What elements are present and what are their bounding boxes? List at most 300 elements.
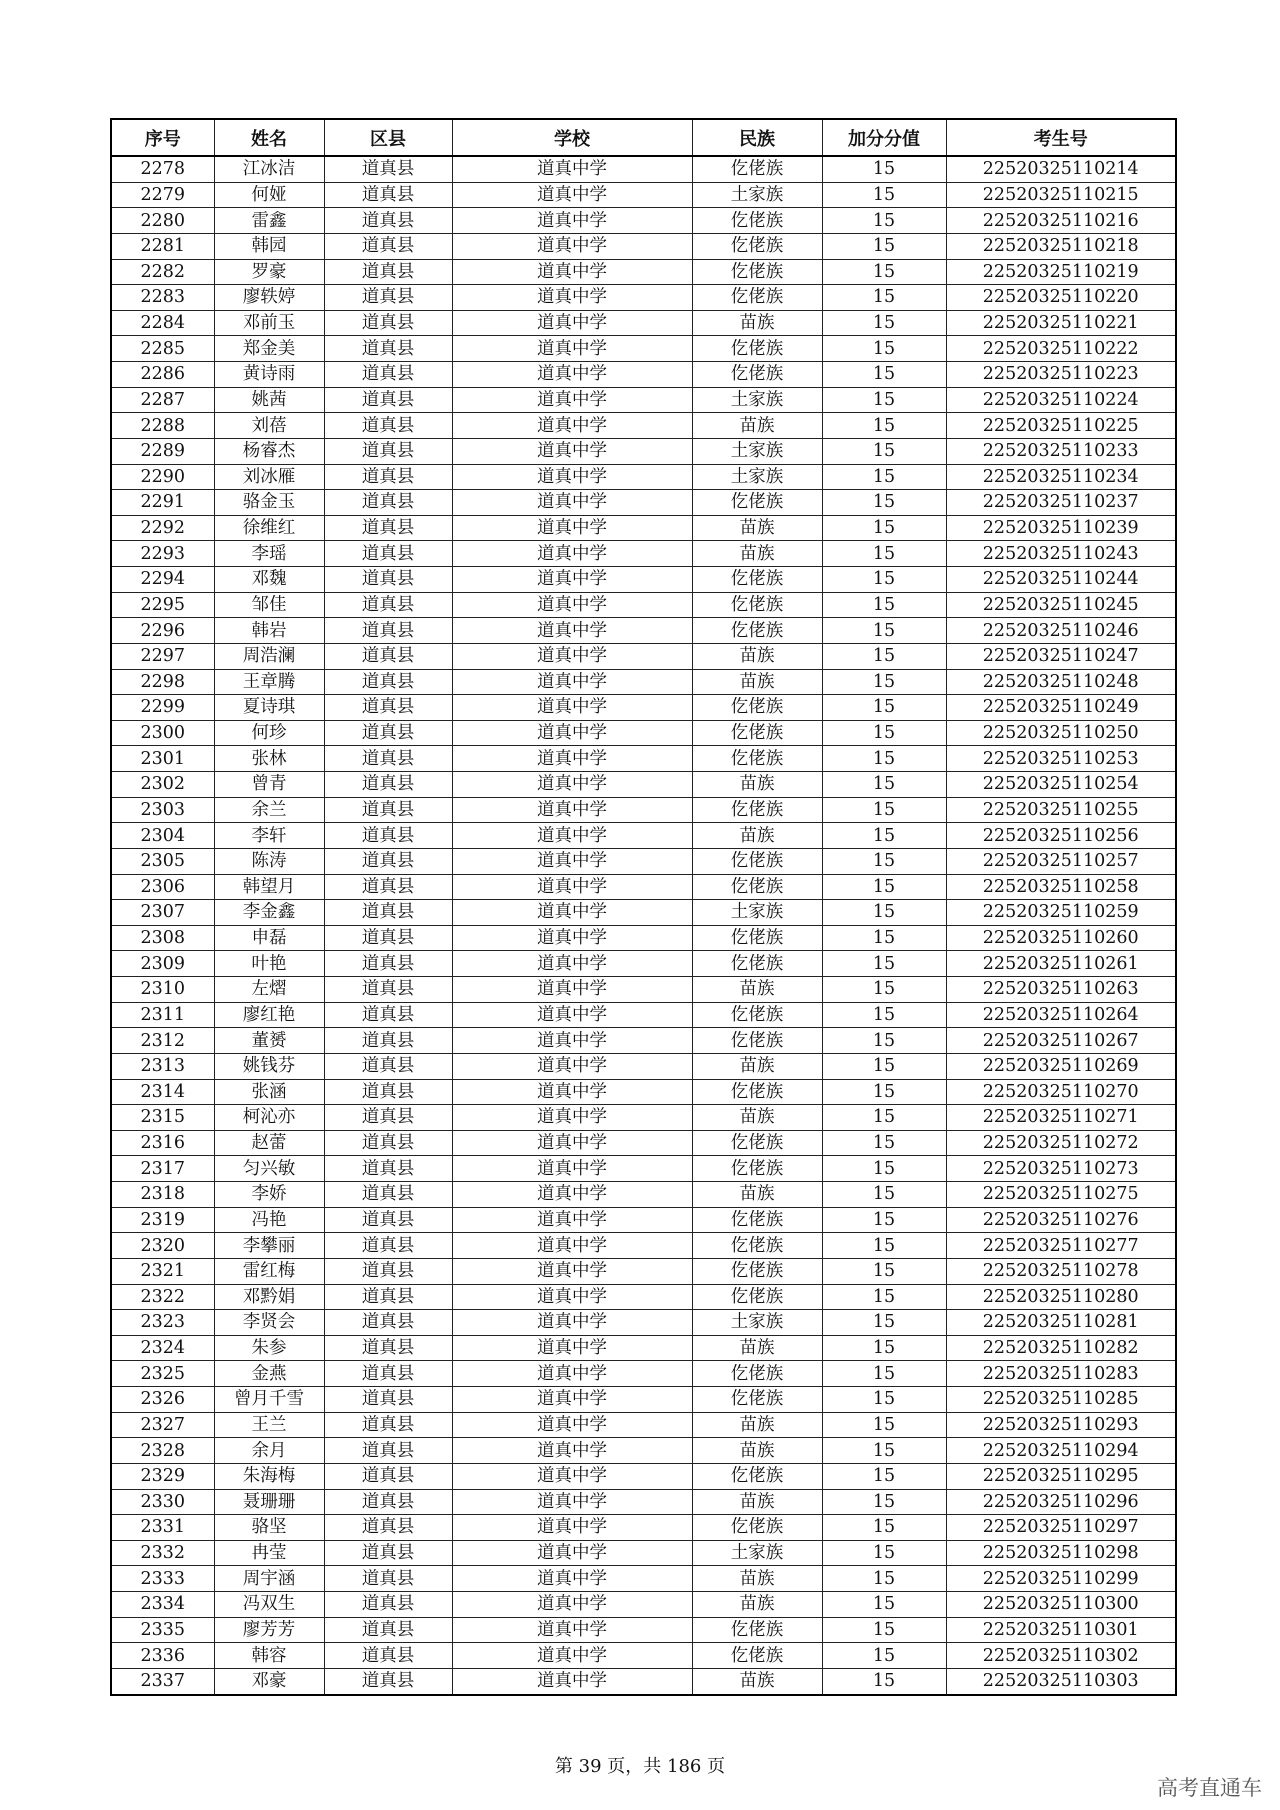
cell-county: 道真县 xyxy=(324,1002,452,1028)
cell-ethnicity: 仡佬族 xyxy=(692,490,822,516)
cell-school: 道真中学 xyxy=(452,156,692,182)
cell-bonus-points: 15 xyxy=(822,541,946,567)
cell-candidate-id: 22520325110302 xyxy=(946,1643,1176,1669)
cell-ethnicity: 仡佬族 xyxy=(692,874,822,900)
cell-county: 道真县 xyxy=(324,464,452,490)
cell-name: 邓黔娟 xyxy=(214,1284,324,1310)
cell-school: 道真中学 xyxy=(452,592,692,618)
cell-candidate-id: 22520325110281 xyxy=(946,1310,1176,1336)
cell-county: 道真县 xyxy=(324,1028,452,1054)
cell-ethnicity: 苗族 xyxy=(692,823,822,849)
cell-bonus-points: 15 xyxy=(822,669,946,695)
cell-candidate-id: 22520325110299 xyxy=(946,1566,1176,1592)
cell-county: 道真县 xyxy=(324,362,452,388)
cell-candidate-id: 22520325110278 xyxy=(946,1258,1176,1284)
table-row xyxy=(111,1130,1176,1156)
cell-candidate-id: 22520325110261 xyxy=(946,951,1176,977)
cell-county: 道真县 xyxy=(324,1489,452,1515)
cell-bonus-points: 15 xyxy=(822,1463,946,1489)
cell-bonus-points: 15 xyxy=(822,1361,946,1387)
cell-county: 道真县 xyxy=(324,413,452,439)
cell-name: 邓前玉 xyxy=(214,310,324,336)
cell-county: 道真县 xyxy=(324,1643,452,1669)
cell-county: 道真县 xyxy=(324,1566,452,1592)
cell-name: 刘蓓 xyxy=(214,413,324,439)
cell-name: 黄诗雨 xyxy=(214,362,324,388)
cell-bonus-points: 15 xyxy=(822,1592,946,1618)
cell-name: 廖芳芳 xyxy=(214,1617,324,1643)
cell-ethnicity: 苗族 xyxy=(692,1489,822,1515)
cell-serial: 2316 xyxy=(111,1130,214,1156)
table-row xyxy=(111,1668,1176,1694)
table-row xyxy=(111,797,1176,823)
cell-school: 道真中学 xyxy=(452,567,692,593)
cell-serial: 2327 xyxy=(111,1412,214,1438)
cell-county: 道真县 xyxy=(324,823,452,849)
header-school: 学校 xyxy=(452,119,692,156)
cell-candidate-id: 22520325110303 xyxy=(946,1668,1176,1694)
cell-name: 左熠 xyxy=(214,977,324,1003)
cell-county: 道真县 xyxy=(324,592,452,618)
cell-candidate-id: 22520325110273 xyxy=(946,1156,1176,1182)
cell-bonus-points: 15 xyxy=(822,1156,946,1182)
cell-school: 道真中学 xyxy=(452,900,692,926)
cell-serial: 2290 xyxy=(111,464,214,490)
cell-serial: 2336 xyxy=(111,1643,214,1669)
cell-serial: 2335 xyxy=(111,1617,214,1643)
cell-candidate-id: 22520325110282 xyxy=(946,1335,1176,1361)
table-row xyxy=(111,541,1176,567)
table-row xyxy=(111,1489,1176,1515)
cell-school: 道真中学 xyxy=(452,1566,692,1592)
cell-school: 道真中学 xyxy=(452,797,692,823)
cell-ethnicity: 仡佬族 xyxy=(692,618,822,644)
cell-serial: 2313 xyxy=(111,1053,214,1079)
cell-serial: 2280 xyxy=(111,208,214,234)
cell-school: 道真中学 xyxy=(452,1156,692,1182)
cell-candidate-id: 22520325110225 xyxy=(946,413,1176,439)
cell-serial: 2300 xyxy=(111,720,214,746)
cell-bonus-points: 15 xyxy=(822,1668,946,1694)
cell-candidate-id: 22520325110243 xyxy=(946,541,1176,567)
cell-school: 道真中学 xyxy=(452,1387,692,1413)
cell-county: 道真县 xyxy=(324,1668,452,1694)
cell-name: 徐维红 xyxy=(214,515,324,541)
table-row xyxy=(111,1515,1176,1541)
cell-school: 道真中学 xyxy=(452,1668,692,1694)
table-row xyxy=(111,1284,1176,1310)
cell-bonus-points: 15 xyxy=(822,336,946,362)
table-row xyxy=(111,1310,1176,1336)
cell-name: 雷鑫 xyxy=(214,208,324,234)
cell-name: 廖轶婷 xyxy=(214,285,324,311)
cell-serial: 2325 xyxy=(111,1361,214,1387)
cell-bonus-points: 15 xyxy=(822,874,946,900)
cell-bonus-points: 15 xyxy=(822,797,946,823)
cell-ethnicity: 仡佬族 xyxy=(692,1002,822,1028)
cell-candidate-id: 22520325110258 xyxy=(946,874,1176,900)
cell-school: 道真中学 xyxy=(452,1489,692,1515)
header-bonus-points: 加分分值 xyxy=(822,119,946,156)
cell-ethnicity: 土家族 xyxy=(692,387,822,413)
header-serial: 序号 xyxy=(111,119,214,156)
cell-candidate-id: 22520325110296 xyxy=(946,1489,1176,1515)
cell-school: 道真中学 xyxy=(452,772,692,798)
cell-school: 道真中学 xyxy=(452,1335,692,1361)
cell-name: 申磊 xyxy=(214,925,324,951)
cell-ethnicity: 苗族 xyxy=(692,1053,822,1079)
cell-bonus-points: 15 xyxy=(822,977,946,1003)
cell-name: 冯双生 xyxy=(214,1592,324,1618)
cell-name: 姚钱芬 xyxy=(214,1053,324,1079)
cell-serial: 2294 xyxy=(111,567,214,593)
cell-school: 道真中学 xyxy=(452,233,692,259)
cell-name: 李金鑫 xyxy=(214,900,324,926)
cell-bonus-points: 15 xyxy=(822,951,946,977)
cell-serial: 2286 xyxy=(111,362,214,388)
cell-name: 韩园 xyxy=(214,233,324,259)
cell-bonus-points: 15 xyxy=(822,1182,946,1208)
cell-serial: 2315 xyxy=(111,1105,214,1131)
table-row xyxy=(111,592,1176,618)
cell-candidate-id: 22520325110293 xyxy=(946,1412,1176,1438)
cell-county: 道真县 xyxy=(324,1592,452,1618)
cell-serial: 2330 xyxy=(111,1489,214,1515)
cell-bonus-points: 15 xyxy=(822,208,946,234)
cell-name: 朱海梅 xyxy=(214,1463,324,1489)
cell-name: 韩望月 xyxy=(214,874,324,900)
cell-bonus-points: 15 xyxy=(822,1130,946,1156)
cell-bonus-points: 15 xyxy=(822,156,946,182)
cell-serial: 2289 xyxy=(111,438,214,464)
cell-ethnicity: 仡佬族 xyxy=(692,1079,822,1105)
cell-serial: 2309 xyxy=(111,951,214,977)
cell-candidate-id: 22520325110216 xyxy=(946,208,1176,234)
cell-bonus-points: 15 xyxy=(822,1412,946,1438)
cell-school: 道真中学 xyxy=(452,1361,692,1387)
header-name: 姓名 xyxy=(214,119,324,156)
cell-bonus-points: 15 xyxy=(822,1310,946,1336)
table-row xyxy=(111,464,1176,490)
cell-county: 道真县 xyxy=(324,438,452,464)
cell-school: 道真中学 xyxy=(452,925,692,951)
cell-name: 何娅 xyxy=(214,182,324,208)
cell-bonus-points: 15 xyxy=(822,695,946,721)
cell-candidate-id: 22520325110255 xyxy=(946,797,1176,823)
cell-name: 邹佳 xyxy=(214,592,324,618)
cell-name: 李轩 xyxy=(214,823,324,849)
cell-candidate-id: 22520325110264 xyxy=(946,1002,1176,1028)
table-row xyxy=(111,669,1176,695)
cell-county: 道真县 xyxy=(324,1412,452,1438)
cell-candidate-id: 22520325110249 xyxy=(946,695,1176,721)
cell-bonus-points: 15 xyxy=(822,387,946,413)
cell-ethnicity: 仡佬族 xyxy=(692,797,822,823)
cell-school: 道真中学 xyxy=(452,1053,692,1079)
cell-candidate-id: 22520325110224 xyxy=(946,387,1176,413)
cell-ethnicity: 仡佬族 xyxy=(692,285,822,311)
cell-ethnicity: 仡佬族 xyxy=(692,1258,822,1284)
cell-school: 道真中学 xyxy=(452,1643,692,1669)
cell-school: 道真中学 xyxy=(452,1233,692,1259)
cell-serial: 2285 xyxy=(111,336,214,362)
table-row xyxy=(111,746,1176,772)
cell-name: 姚茜 xyxy=(214,387,324,413)
cell-serial: 2328 xyxy=(111,1438,214,1464)
cell-candidate-id: 22520325110257 xyxy=(946,848,1176,874)
cell-bonus-points: 15 xyxy=(822,643,946,669)
cell-name: 夏诗琪 xyxy=(214,695,324,721)
cell-name: 张涵 xyxy=(214,1079,324,1105)
cell-serial: 2281 xyxy=(111,233,214,259)
cell-school: 道真中学 xyxy=(452,1182,692,1208)
cell-serial: 2302 xyxy=(111,772,214,798)
cell-name: 李贤会 xyxy=(214,1310,324,1336)
cell-bonus-points: 15 xyxy=(822,1438,946,1464)
cell-school: 道真中学 xyxy=(452,720,692,746)
cell-ethnicity: 仡佬族 xyxy=(692,259,822,285)
cell-school: 道真中学 xyxy=(452,1207,692,1233)
cell-ethnicity: 仡佬族 xyxy=(692,336,822,362)
cell-serial: 2288 xyxy=(111,413,214,439)
table-row xyxy=(111,1592,1176,1618)
cell-school: 道真中学 xyxy=(452,1617,692,1643)
cell-ethnicity: 仡佬族 xyxy=(692,362,822,388)
cell-county: 道真县 xyxy=(324,567,452,593)
cell-candidate-id: 22520325110254 xyxy=(946,772,1176,798)
cell-serial: 2296 xyxy=(111,618,214,644)
cell-county: 道真县 xyxy=(324,541,452,567)
cell-school: 道真中学 xyxy=(452,438,692,464)
table-row xyxy=(111,1412,1176,1438)
watermark: 高考直通车 xyxy=(1157,1776,1262,1800)
cell-name: 金燕 xyxy=(214,1361,324,1387)
cell-serial: 2322 xyxy=(111,1284,214,1310)
cell-candidate-id: 22520325110222 xyxy=(946,336,1176,362)
cell-school: 道真中学 xyxy=(452,1310,692,1336)
cell-serial: 2308 xyxy=(111,925,214,951)
cell-bonus-points: 15 xyxy=(822,1207,946,1233)
table-row xyxy=(111,285,1176,311)
cell-candidate-id: 22520325110256 xyxy=(946,823,1176,849)
cell-serial: 2298 xyxy=(111,669,214,695)
cell-bonus-points: 15 xyxy=(822,438,946,464)
cell-county: 道真县 xyxy=(324,1438,452,1464)
cell-candidate-id: 22520325110283 xyxy=(946,1361,1176,1387)
header-ethnicity: 民族 xyxy=(692,119,822,156)
cell-county: 道真县 xyxy=(324,310,452,336)
cell-serial: 2331 xyxy=(111,1515,214,1541)
cell-ethnicity: 苗族 xyxy=(692,772,822,798)
cell-serial: 2329 xyxy=(111,1463,214,1489)
cell-ethnicity: 苗族 xyxy=(692,1182,822,1208)
cell-school: 道真中学 xyxy=(452,618,692,644)
cell-name: 王章腾 xyxy=(214,669,324,695)
cell-name: 曾青 xyxy=(214,772,324,798)
cell-county: 道真县 xyxy=(324,1182,452,1208)
cell-serial: 2278 xyxy=(111,156,214,182)
cell-ethnicity: 仡佬族 xyxy=(692,1233,822,1259)
cell-name: 江冰洁 xyxy=(214,156,324,182)
table-row xyxy=(111,515,1176,541)
cell-school: 道真中学 xyxy=(452,1515,692,1541)
cell-county: 道真县 xyxy=(324,797,452,823)
table-header-row xyxy=(111,119,1176,156)
cell-school: 道真中学 xyxy=(452,951,692,977)
cell-ethnicity: 仡佬族 xyxy=(692,951,822,977)
cell-candidate-id: 22520325110219 xyxy=(946,259,1176,285)
cell-school: 道真中学 xyxy=(452,259,692,285)
cell-school: 道真中学 xyxy=(452,464,692,490)
table-row xyxy=(111,208,1176,234)
cell-county: 道真县 xyxy=(324,1617,452,1643)
cell-name: 张林 xyxy=(214,746,324,772)
table-row xyxy=(111,1079,1176,1105)
table-row xyxy=(111,1028,1176,1054)
cell-bonus-points: 15 xyxy=(822,1489,946,1515)
cell-bonus-points: 15 xyxy=(822,310,946,336)
cell-bonus-points: 15 xyxy=(822,1028,946,1054)
cell-serial: 2317 xyxy=(111,1156,214,1182)
cell-ethnicity: 仡佬族 xyxy=(692,1463,822,1489)
cell-school: 道真中学 xyxy=(452,1284,692,1310)
cell-name: 叶艳 xyxy=(214,951,324,977)
cell-school: 道真中学 xyxy=(452,1105,692,1131)
cell-serial: 2326 xyxy=(111,1387,214,1413)
cell-name: 余兰 xyxy=(214,797,324,823)
cell-bonus-points: 15 xyxy=(822,1284,946,1310)
cell-candidate-id: 22520325110277 xyxy=(946,1233,1176,1259)
cell-bonus-points: 15 xyxy=(822,1079,946,1105)
table-row xyxy=(111,362,1176,388)
cell-candidate-id: 22520325110248 xyxy=(946,669,1176,695)
cell-serial: 2324 xyxy=(111,1335,214,1361)
cell-serial: 2279 xyxy=(111,182,214,208)
cell-name: 余月 xyxy=(214,1438,324,1464)
table-row xyxy=(111,951,1176,977)
cell-name: 李瑶 xyxy=(214,541,324,567)
cell-candidate-id: 22520325110270 xyxy=(946,1079,1176,1105)
table-row xyxy=(111,618,1176,644)
table-row xyxy=(111,1617,1176,1643)
cell-candidate-id: 22520325110237 xyxy=(946,490,1176,516)
cell-name: 何珍 xyxy=(214,720,324,746)
cell-county: 道真县 xyxy=(324,874,452,900)
cell-bonus-points: 15 xyxy=(822,720,946,746)
cell-county: 道真县 xyxy=(324,695,452,721)
cell-bonus-points: 15 xyxy=(822,925,946,951)
cell-name: 周浩澜 xyxy=(214,643,324,669)
cell-candidate-id: 22520325110297 xyxy=(946,1515,1176,1541)
cell-school: 道真中学 xyxy=(452,1540,692,1566)
table-row xyxy=(111,720,1176,746)
table-row xyxy=(111,643,1176,669)
cell-school: 道真中学 xyxy=(452,1028,692,1054)
cell-ethnicity: 苗族 xyxy=(692,413,822,439)
table-row xyxy=(111,1002,1176,1028)
cell-name: 雷红梅 xyxy=(214,1258,324,1284)
table-row xyxy=(111,900,1176,926)
table-row xyxy=(111,695,1176,721)
cell-name: 韩岩 xyxy=(214,618,324,644)
cell-ethnicity: 苗族 xyxy=(692,1335,822,1361)
cell-candidate-id: 22520325110269 xyxy=(946,1053,1176,1079)
table-row xyxy=(111,1258,1176,1284)
cell-name: 赵蕾 xyxy=(214,1130,324,1156)
cell-ethnicity: 苗族 xyxy=(692,1105,822,1131)
cell-candidate-id: 22520325110223 xyxy=(946,362,1176,388)
table-row xyxy=(111,310,1176,336)
cell-bonus-points: 15 xyxy=(822,285,946,311)
cell-county: 道真县 xyxy=(324,490,452,516)
cell-serial: 2334 xyxy=(111,1592,214,1618)
cell-county: 道真县 xyxy=(324,156,452,182)
cell-school: 道真中学 xyxy=(452,1002,692,1028)
table-row xyxy=(111,490,1176,516)
cell-bonus-points: 15 xyxy=(822,464,946,490)
cell-school: 道真中学 xyxy=(452,362,692,388)
cell-serial: 2303 xyxy=(111,797,214,823)
cell-bonus-points: 15 xyxy=(822,823,946,849)
cell-bonus-points: 15 xyxy=(822,900,946,926)
cell-ethnicity: 仡佬族 xyxy=(692,1156,822,1182)
cell-candidate-id: 22520325110276 xyxy=(946,1207,1176,1233)
cell-ethnicity: 仡佬族 xyxy=(692,1617,822,1643)
table-row xyxy=(111,1643,1176,1669)
cell-bonus-points: 15 xyxy=(822,233,946,259)
cell-ethnicity: 土家族 xyxy=(692,1310,822,1336)
cell-bonus-points: 15 xyxy=(822,1643,946,1669)
cell-name: 董赟 xyxy=(214,1028,324,1054)
table-row xyxy=(111,823,1176,849)
cell-county: 道真县 xyxy=(324,746,452,772)
cell-county: 道真县 xyxy=(324,1156,452,1182)
cell-ethnicity: 仡佬族 xyxy=(692,1515,822,1541)
cell-serial: 2320 xyxy=(111,1233,214,1259)
cell-candidate-id: 22520325110285 xyxy=(946,1387,1176,1413)
cell-school: 道真中学 xyxy=(452,1079,692,1105)
cell-county: 道真县 xyxy=(324,387,452,413)
cell-bonus-points: 15 xyxy=(822,1233,946,1259)
cell-name: 郑金美 xyxy=(214,336,324,362)
cell-bonus-points: 15 xyxy=(822,848,946,874)
cell-serial: 2318 xyxy=(111,1182,214,1208)
cell-bonus-points: 15 xyxy=(822,772,946,798)
cell-name: 韩容 xyxy=(214,1643,324,1669)
cell-candidate-id: 22520325110215 xyxy=(946,182,1176,208)
cell-school: 道真中学 xyxy=(452,182,692,208)
cell-bonus-points: 15 xyxy=(822,618,946,644)
cell-serial: 2299 xyxy=(111,695,214,721)
cell-county: 道真县 xyxy=(324,1540,452,1566)
cell-county: 道真县 xyxy=(324,1233,452,1259)
cell-candidate-id: 22520325110234 xyxy=(946,464,1176,490)
cell-bonus-points: 15 xyxy=(822,1335,946,1361)
page-footer: 第 39 页，共 186 页 xyxy=(554,1756,726,1777)
cell-county: 道真县 xyxy=(324,1258,452,1284)
cell-county: 道真县 xyxy=(324,1130,452,1156)
cell-school: 道真中学 xyxy=(452,1130,692,1156)
cell-county: 道真县 xyxy=(324,925,452,951)
cell-ethnicity: 仡佬族 xyxy=(692,1130,822,1156)
cell-county: 道真县 xyxy=(324,259,452,285)
table-row xyxy=(111,1566,1176,1592)
cell-school: 道真中学 xyxy=(452,695,692,721)
cell-name: 王兰 xyxy=(214,1412,324,1438)
cell-school: 道真中学 xyxy=(452,848,692,874)
cell-name: 杨睿杰 xyxy=(214,438,324,464)
cell-candidate-id: 22520325110250 xyxy=(946,720,1176,746)
